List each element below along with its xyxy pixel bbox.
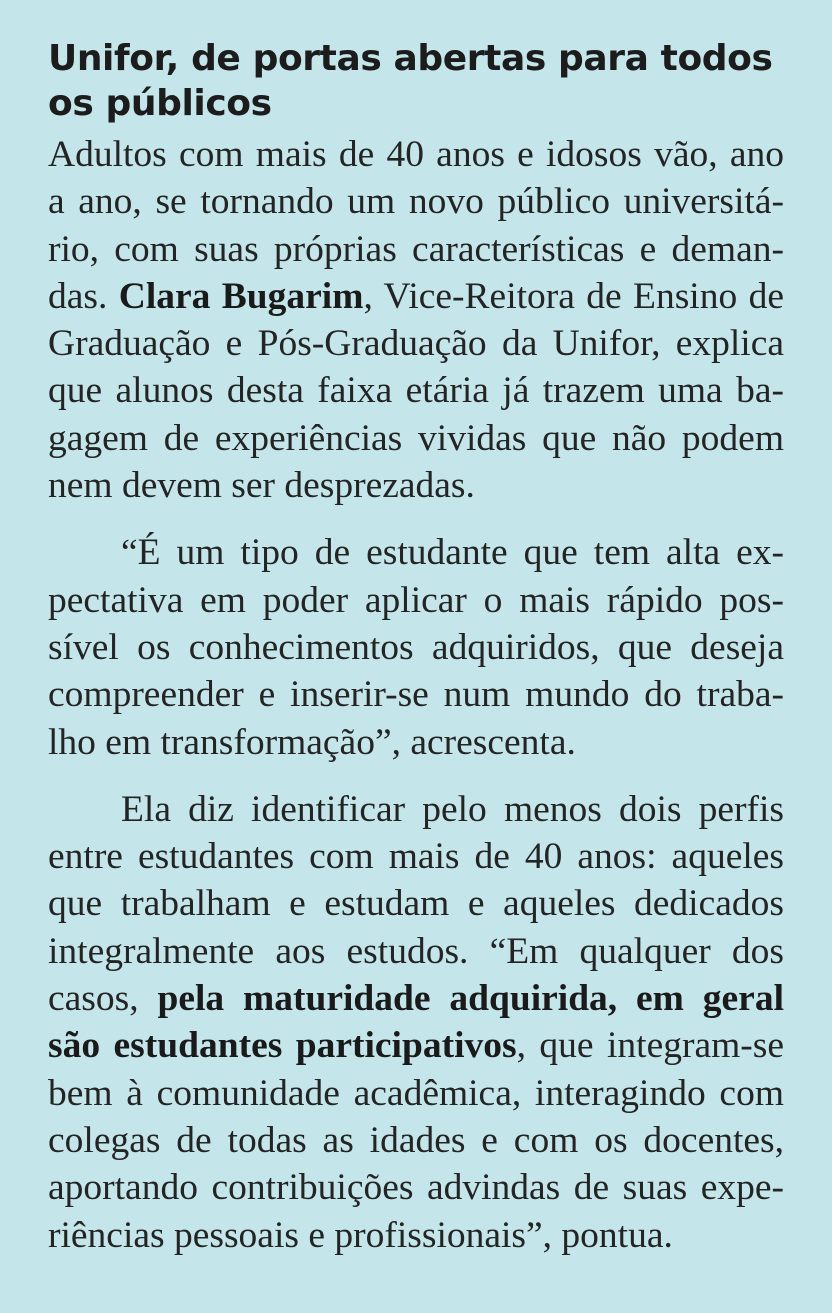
person-name: Clara Bugarim bbox=[118, 275, 364, 317]
emphasized-text: pela maturidade adquirida, em geral são estudantes participativos bbox=[48, 978, 784, 1067]
paragraph-text: Adultos com mais de 40 anos e idosos vão, ano a ano, se tornando um novo público universitário, com suas próprias características e demandas. bbox=[48, 134, 784, 317]
paragraph-text: , Vice-Reitora de Ensino de Graduação e Pós-Graduação da Unifor, explica que alunos desta faixa etária já trazem uma bagagem de experiências vividas que não podem nem devem ser desprezadas. bbox=[48, 275, 784, 507]
paragraph-text: Ela diz identificar pelo menos dois perfis entre estudantes com mais de 40 anos: aqueles que trabalham e estudam e aqueles dedicados integralmente aos estudos. “Em qualquer dos casos, bbox=[48, 788, 784, 1020]
article-paragraph-quote bbox=[48, 529, 784, 765]
article-paragraph bbox=[48, 131, 784, 509]
article-headline: Unifor, de portas abertas para todos os públicos bbox=[48, 38, 773, 124]
paragraph-text: “É um tipo de estudante que tem alta expectativa em poder aplicar o mais rápido possível os conhecimentos adquiridos, que deseja compreender e inserir-se num mundo do trabalho em transformação”, acrescenta. bbox=[48, 532, 784, 763]
paragraph-text: , que integram-se bem à comunidade acadêmica, interagindo com colegas de todas as idades e com os docentes, aportando contribuições advindas de suas experiências pessoais e profissionais”, pontua. bbox=[48, 1025, 784, 1256]
article-body bbox=[48, 131, 784, 1259]
article-paragraph bbox=[48, 786, 784, 1259]
